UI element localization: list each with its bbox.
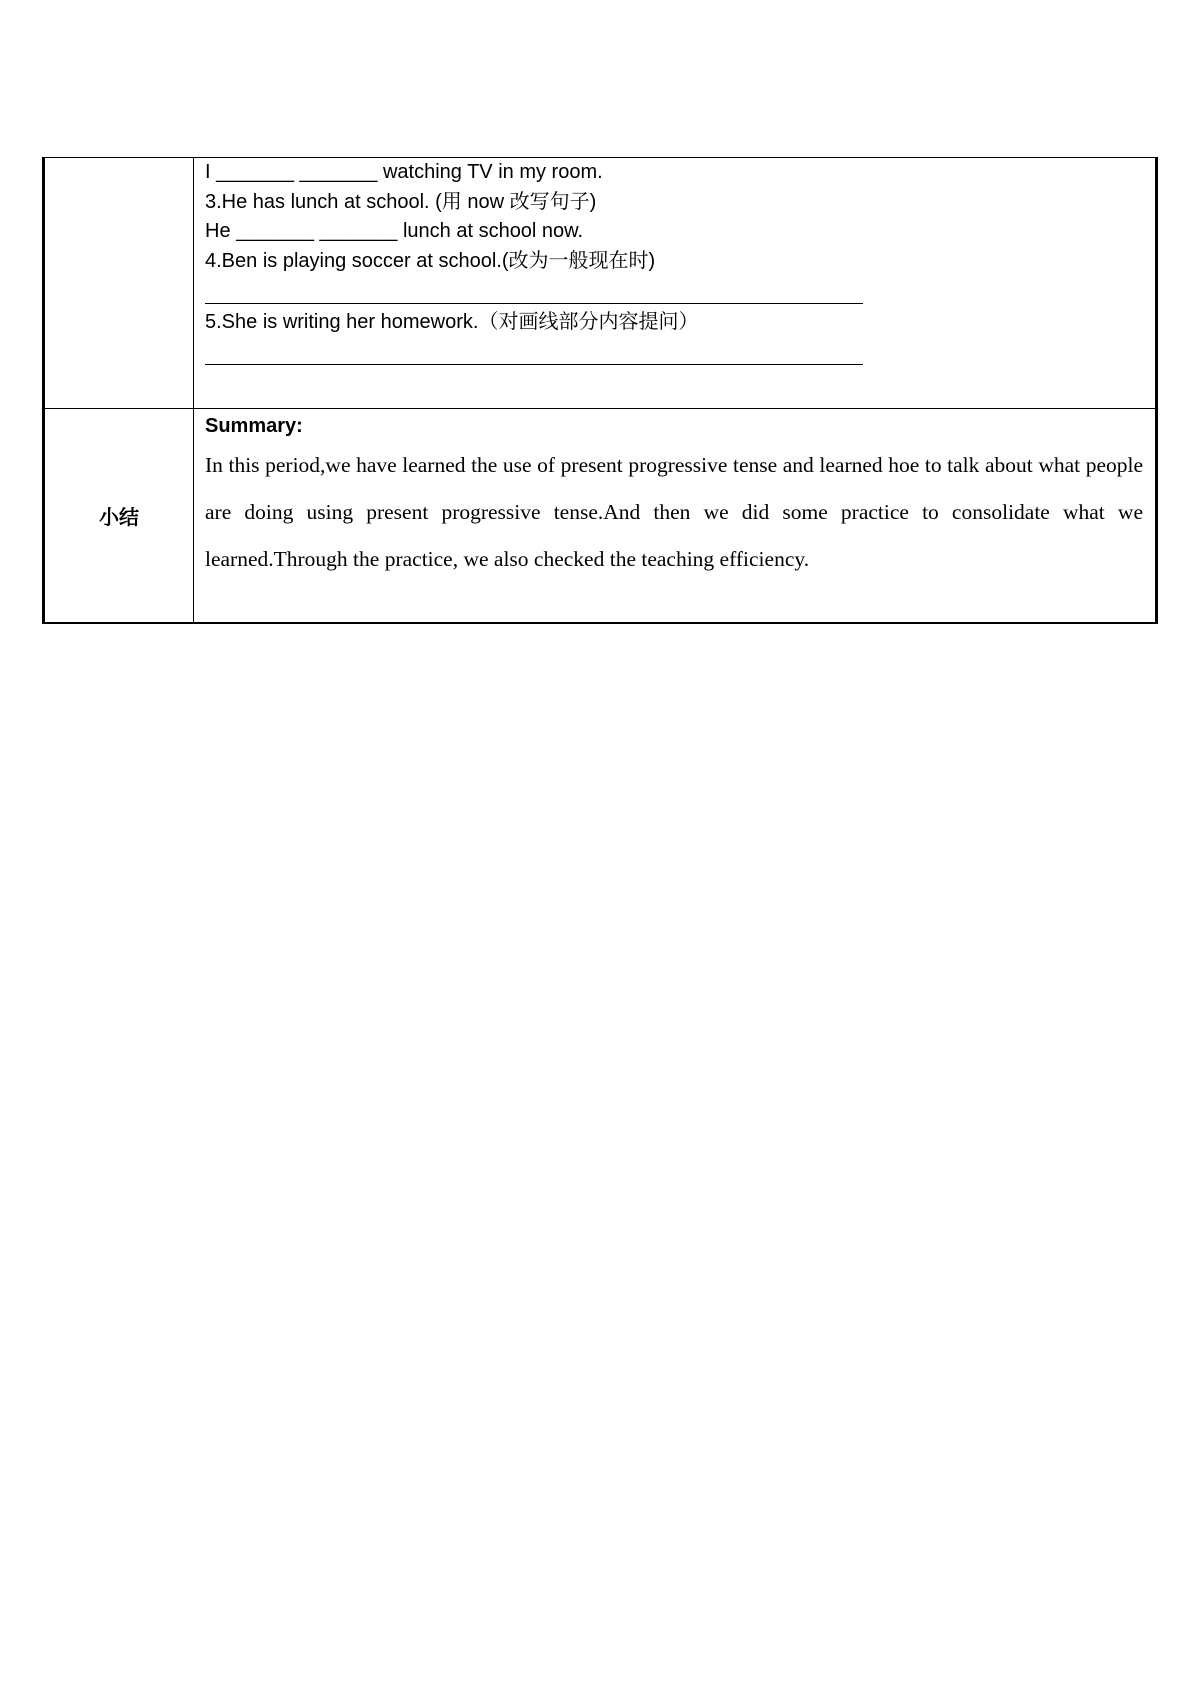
answer-blank-line [205,337,1143,368]
exercise-line: I _______ _______ watching TV in my room. [205,161,603,183]
summary-row [44,409,1157,624]
summary-text: In this period,we have learned the use of present progressive tense and learned hoe to talk about what people are doing using present progressive tense.And then we did some practice to consolidate what we learned.Through the practice, we also checked the teaching efficiency. [205,453,1143,571]
summary-content-cell [194,409,1157,624]
exercise-line: He _______ _______ lunch at school now. [205,220,584,242]
exercise-row [44,158,1157,409]
lesson-plan-table [42,157,1158,624]
summary-heading: Summary: [205,415,303,437]
exercise-line: 4.Ben is playing soccer at school.(改为一般现在时) [205,250,656,272]
exercise-content-cell [194,158,1157,409]
exercise-line: 3.He has lunch at school. (用 now 改写句子) [205,191,597,213]
exercise-line: 5.She is writing her homework.（对画线部分内容提问） [205,311,699,333]
answer-blank-line [205,276,1143,307]
exercise-label-cell [44,158,194,409]
summary-label: 小结 [44,409,194,624]
